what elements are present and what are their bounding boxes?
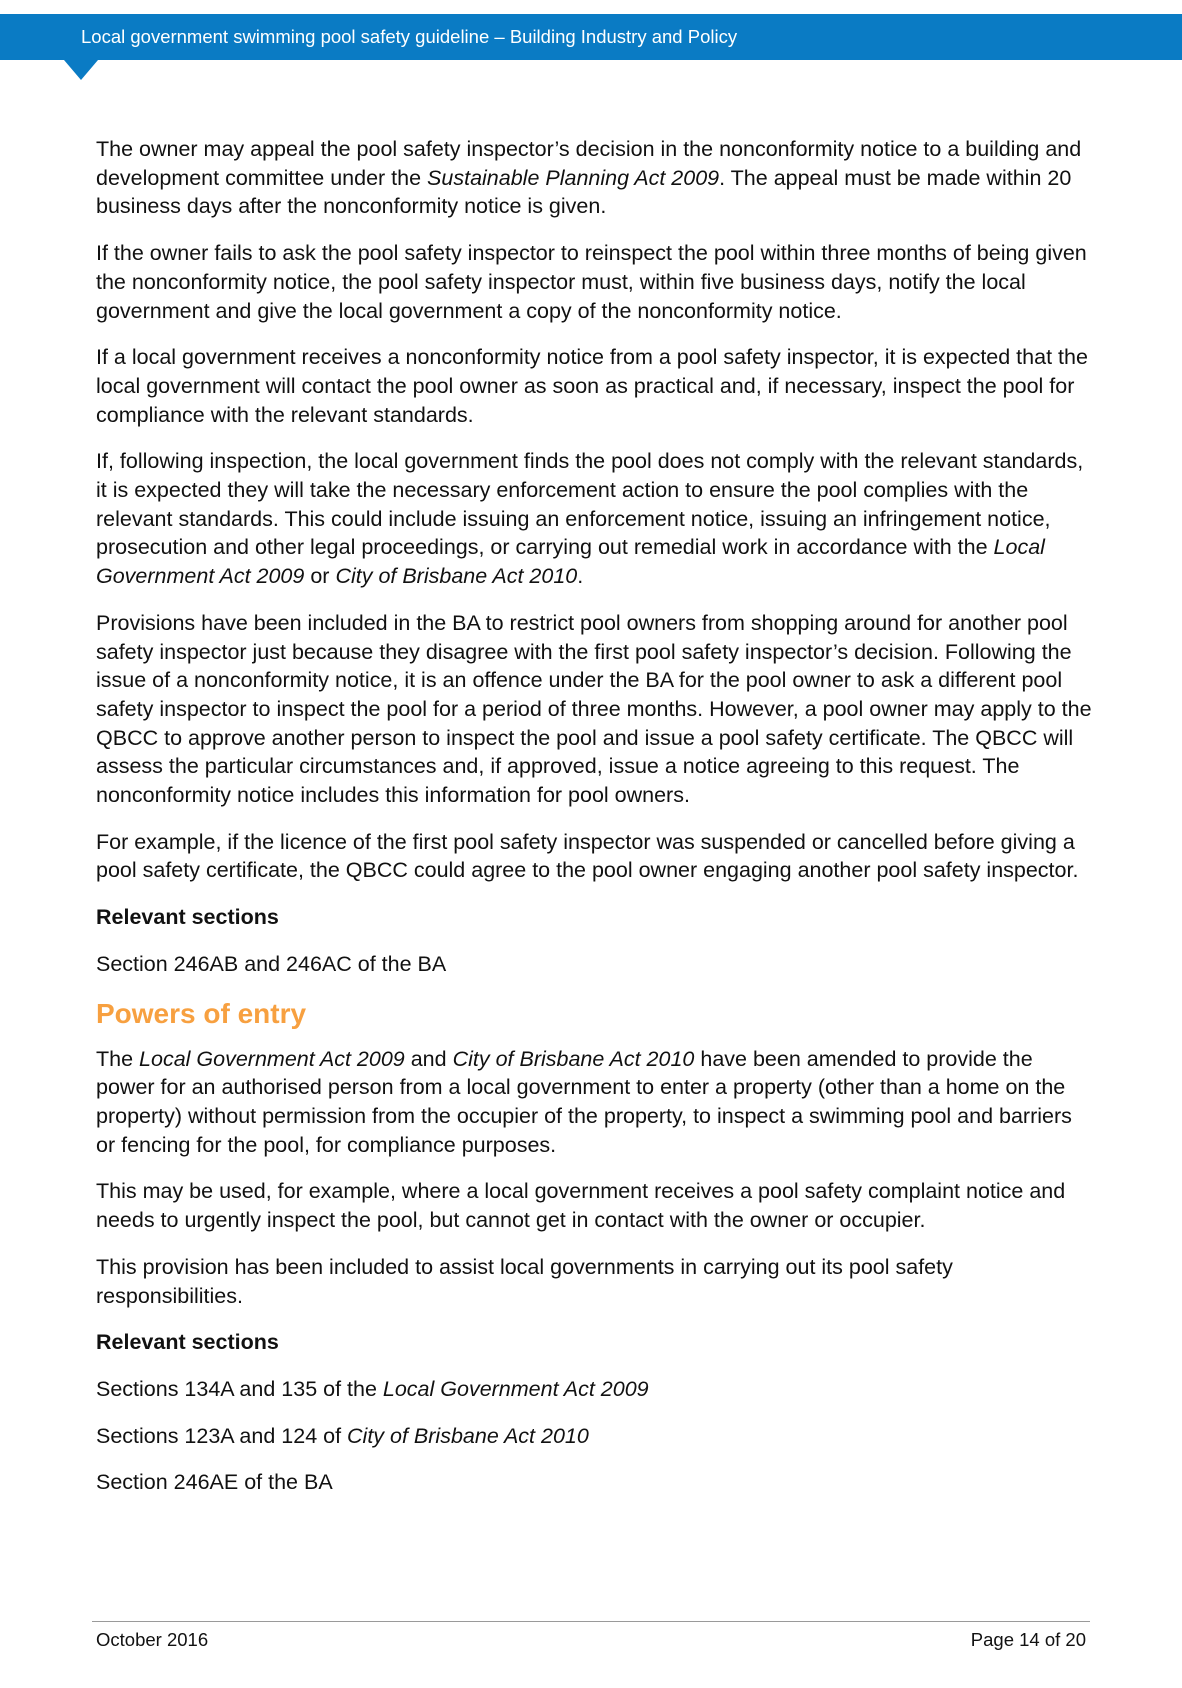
page-content [96, 135, 1096, 1515]
relevant-section-ref-1: Section 246AB and 246AC of the BA [96, 951, 447, 976]
footer-divider [92, 1621, 1090, 1622]
footer-date: October 2016 [96, 1629, 209, 1650]
relevant-sections-heading-2: Relevant sections [96, 1330, 279, 1355]
paragraph-powers-amended: The Local Government Act 2009 and City of Brisbane Act 2010 have been amended to provide the power for an authorised person from a local government to enter a property (other than a home on the property) without permission from the occupier of the property, to inspect a swimming pool and barriers or fencing for the pool, for compliance purposes. [96, 1046, 1072, 1157]
relevant-section-ref-ba: Section 246AE of the BA [96, 1470, 333, 1495]
footer-page-number: Page 14 of 20 [970, 1629, 1086, 1650]
paragraph-reinspection: If the owner fails to ask the pool safety inspector to reinspect the pool within three months of being given the nonconformity notice, the pool safety inspector must, within five business days, notify the local government and give the local government a copy of the nonconformity notice. [96, 241, 1087, 323]
section-heading-powers-of-entry: Powers of entry [96, 997, 307, 1029]
document-header-title: Local government swimming pool safety guideline – Building Industry and Policy [81, 26, 738, 47]
paragraph-appeal: The owner may appeal the pool safety inspector’s decision in the nonconformity notice to a building and development committee under the Sustainable Planning Act 2009. The appeal must be made within 20 business days after the nonconformity notice is given. [96, 137, 1082, 219]
paragraph-enforcement: If, following inspection, the local government finds the pool does not comply with the relevant standards, it is expected they will take the necessary enforcement action to ensure the pool complies with the relevant standards. This could include issuing an enforcement notice, issuing an infringement notice, prosecution and other legal proceedings, or carrying out remedial work in accordance with the Local Government Act 2009 or City of Brisbane Act 2010. [96, 449, 1084, 589]
paragraph-provisions: Provisions have been included in the BA to restrict pool owners from shopping around for another pool safety inspector just because they disagree with the first pool safety inspector’s decision. Following the issue of a nonconformity notice, it is an offence under the BA for the pool owner to ask a different pool safety inspector to inspect the pool for a period of three months. However, a pool owner may apply to the QBCC to approve another person to inspect the pool and issue a pool safety certificate. The QBCC will assess the particular circumstances and, if approved, issue a notice agreeing to this request. The nonconformity notice includes this information for pool owners. [96, 610, 1092, 808]
relevant-sections-heading-1: Relevant sections [96, 905, 279, 930]
paragraph-assist: This provision has been included to assist local governments in carrying out its pool safety responsibilities. [96, 1254, 953, 1308]
paragraph-local-government-receives: If a local government receives a nonconformity notice from a pool safety inspector, it is expected that the local government will contact the pool owner as soon as practical and, if necessary, inspect the pool for compliance with the relevant standards. [96, 345, 1088, 427]
header-pointer [64, 60, 98, 80]
relevant-section-ref-coba: Sections 123A and 124 of City of Brisbane Act 2010 [96, 1423, 589, 1448]
paragraph-urgent-inspection: This may be used, for example, where a local government receives a pool safety complaint notice and needs to urgently inspect the pool, but cannot get in contact with the owner or occupier. [96, 1179, 1066, 1233]
relevant-section-ref-lga: Sections 134A and 135 of the Local Government Act 2009 [96, 1376, 649, 1401]
paragraph-example: For example, if the licence of the first pool safety inspector was suspended or cancelled before giving a pool safety certificate, the QBCC could agree to the pool owner engaging another pool safety inspector. [96, 829, 1079, 883]
